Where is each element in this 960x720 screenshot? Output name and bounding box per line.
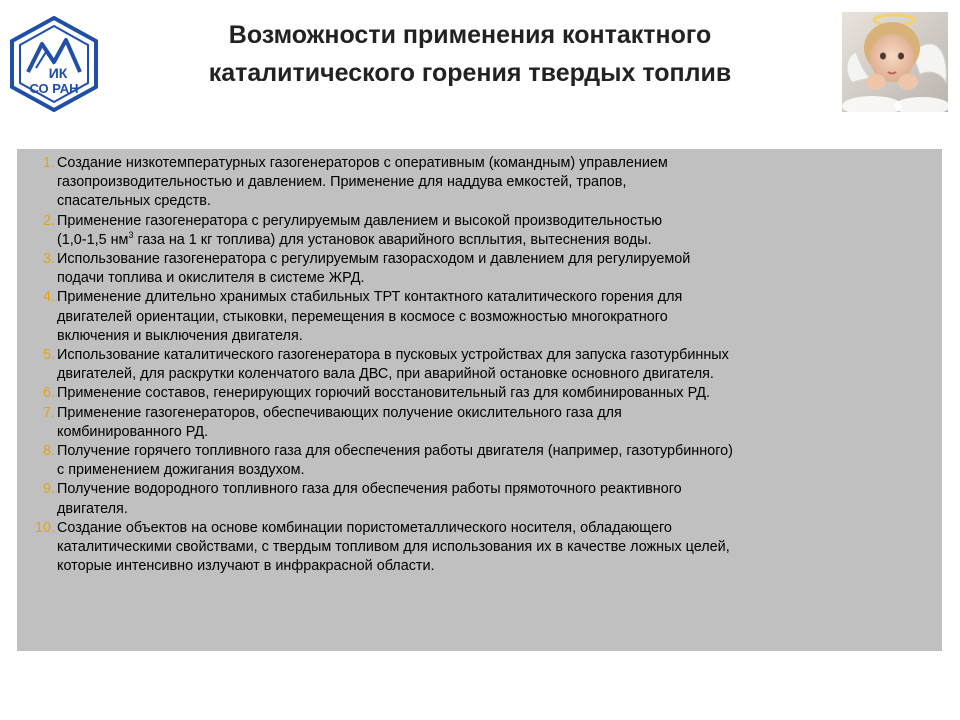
list-item-line: с применением дожигания воздухом.: [57, 462, 305, 479]
list-item-text: [57, 480, 942, 518]
list-item: [17, 480, 942, 518]
list-item-line: Использование каталитического газогенератора в пусковых устройствах для запуска газотурбинных: [57, 347, 729, 364]
list-item-text: [57, 154, 942, 212]
list-item-line: двигателей, для раскрутки коленчатого вала ДВС, при аварийной остановке основного двигателя.: [57, 366, 714, 383]
list-item-line: (1,0-1,5 $нм^3$ газа на 1 кг топлива) для установок аварийного всплытия, вытеснения воды.: [57, 229, 652, 248]
slide-title: [110, 16, 830, 92]
list-item-number: 10.: [34, 519, 55, 536]
list-item-number: 3.: [42, 251, 55, 268]
angel-image: [842, 12, 948, 112]
list-item: [17, 288, 942, 346]
list-item-number: 5.: [42, 347, 55, 364]
content-box: [17, 149, 942, 651]
list-item-line: комбинированного РД.: [57, 423, 209, 440]
list-item-text: [57, 519, 942, 577]
list-item-text: [57, 346, 942, 384]
slide-title-line: каталитического горения твердых топлив: [208, 59, 732, 87]
list-item-line: двигателей ориентации, стыковки, перемещения в космосе с возможностью многократного: [57, 308, 668, 325]
list-item: [17, 384, 942, 403]
list-item: [17, 154, 942, 212]
list-item-text: [57, 384, 942, 403]
logo-text-line2: СО РАН: [29, 81, 79, 96]
ik-so-ran-logo: [8, 16, 100, 112]
list-item-line: включения и выключения двигателя.: [57, 327, 303, 344]
list-item: [17, 404, 942, 442]
list-item-number: 7.: [42, 404, 55, 421]
list-item-line: Создание низкотемпературных газогенераторов с оперативным (командным) управлением: [57, 155, 668, 171]
list-item-line: Получение водородного топливного газа для обеспечения работы прямоточного реактивного: [57, 481, 682, 498]
list-item-line: подачи топлива и окислителя в системе ЖРД.: [57, 270, 365, 287]
list-item: [17, 346, 942, 384]
list-item-text: [57, 404, 942, 442]
list-item-number: 1.: [42, 155, 55, 171]
list-item-line: каталитическими свойствами, с твердым топливом для использования их в качестве ложных целей,: [57, 539, 730, 556]
list-item: [17, 442, 942, 480]
list-item-number: 2.: [42, 212, 55, 229]
list-item-number: 6.: [42, 385, 55, 402]
list-item-line: газопроизводительностью и давлением. Применение для наддува емкостей, трапов,: [57, 174, 627, 191]
list-item-line: Использование газогенератора с регулируемым газорасходом и давлением для регулируемой: [57, 251, 691, 268]
list-item-line: Применение составов, генерирующих горючий восстановительный газ для комбинированных РД.: [57, 385, 710, 402]
list-item-line: которые интенсивно излучают в инфракрасной области.: [57, 558, 435, 575]
list-item-line: двигателя.: [57, 500, 128, 517]
list-item-line: Создание объектов на основе комбинации пористометаллического носителя, обладающего: [57, 519, 672, 536]
list-item-text: [57, 212, 942, 250]
list-item-text: [57, 250, 942, 288]
list-item-line: Применение газогенераторов, обеспечивающих получение окислительного газа для: [57, 404, 622, 421]
list-item: [17, 519, 942, 577]
list-item-text: [57, 442, 942, 480]
list-item: [17, 250, 942, 288]
list-item-text: [57, 288, 942, 346]
slide-title-line: Возможности применения контактного: [228, 21, 712, 49]
list-item-number: 4.: [42, 289, 55, 306]
list-item-line: Получение горячего топливного газа для обеспечения работы двигателя (например, газотурбинного): [57, 443, 733, 460]
list-item-number: 8.: [42, 443, 55, 460]
list-item-line: спасательных средств.: [57, 193, 211, 210]
list-item-line: Применение газогенератора с регулируемым давлением и высокой производительностью: [57, 212, 663, 229]
list-item-line: Применение длительно хранимых стабильных ТРТ контактного каталитического горения для: [57, 289, 683, 306]
list-item: [17, 212, 942, 250]
logo-text-line1: ИК: [48, 65, 68, 81]
applications-list: [17, 154, 942, 576]
list-item-number: 9.: [42, 481, 55, 498]
